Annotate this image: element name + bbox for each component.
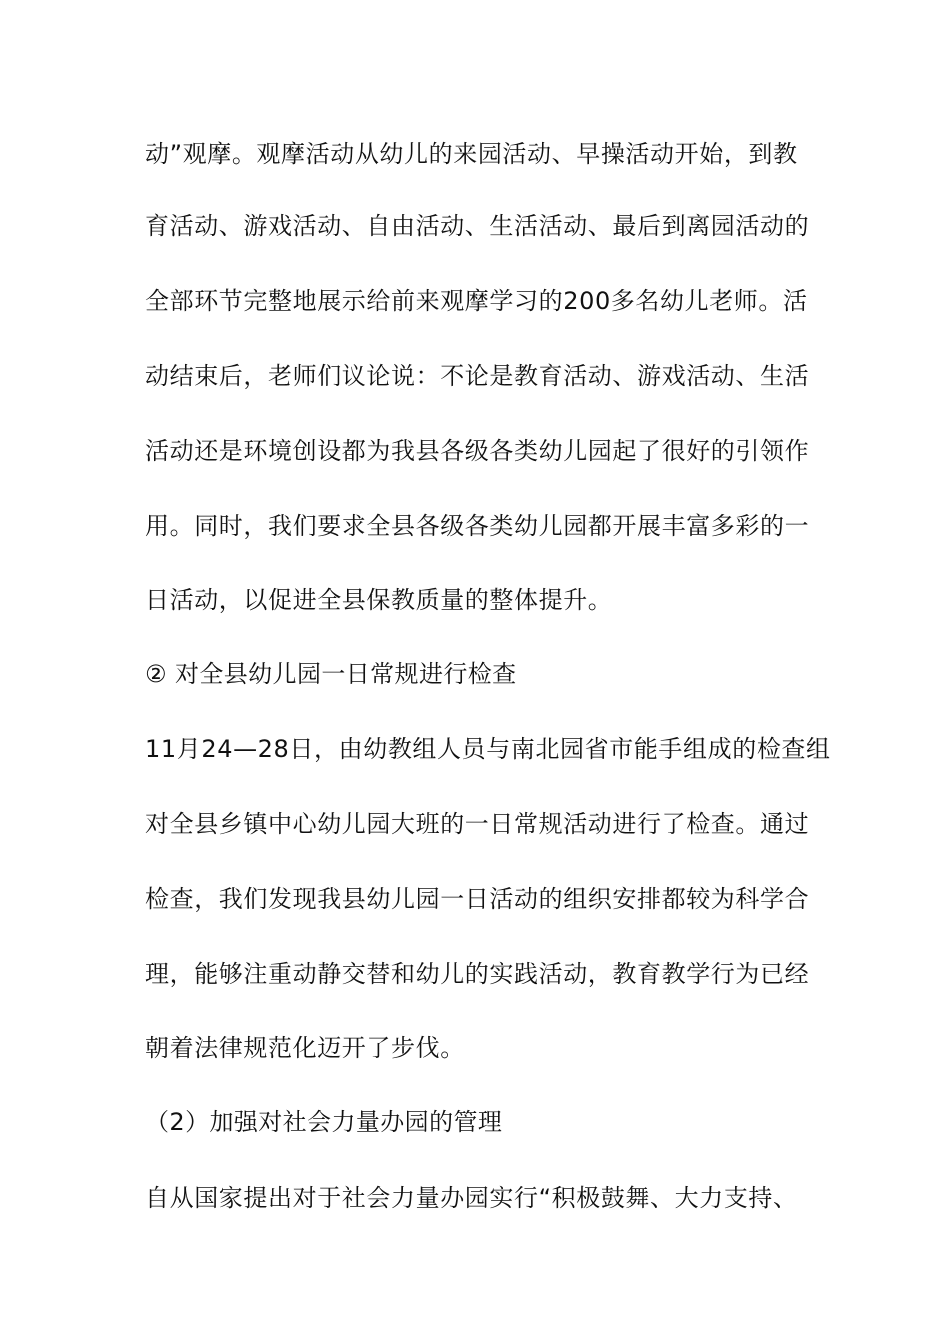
- paragraph-line: 自从国家提出对于社会力量办园实行“积极鼓舞、大力支持、: [145, 1184, 798, 1212]
- paragraph-line: 11月24—28日，由幼教组人员与南北园省市能手组成的检查组: [145, 735, 831, 763]
- paragraph-line: 育活动、游戏活动、自由活动、生活活动、最后到离园活动的: [145, 212, 810, 240]
- section-heading: （2）加强对社会力量办园的管理: [145, 1108, 503, 1136]
- paragraph-line: 全部环节完整地展示给前来观摩学习的200多名幼儿老师。活: [145, 287, 808, 315]
- paragraph-line: 理，能够注重动静交替和幼儿的实践活动，教育教学行为已经: [145, 960, 810, 988]
- paragraph-line: 对全县乡镇中心幼儿园大班的一日常规活动进行了检查。通过: [145, 810, 810, 838]
- paragraph-line: 日活动，以促进全县保教质量的整体提升。: [145, 586, 613, 614]
- paragraph-line: 检查，我们发现我县幼儿园一日活动的组织安排都较为科学合: [145, 885, 810, 913]
- section-heading: ② 对全县幼儿园一日常规进行检查: [145, 660, 517, 688]
- paragraph-line: 用。同时，我们要求全县各级各类幼儿园都开展丰富多彩的一: [145, 512, 810, 540]
- paragraph-line: 动结束后，老师们议论说：不论是教育活动、游戏活动、生活: [145, 362, 810, 390]
- paragraph-line: 朝着法律规范化迈开了步伐。: [145, 1034, 465, 1062]
- paragraph-line: 动”观摩。观摩活动从幼儿的来园活动、早操活动开始，到教: [145, 140, 798, 168]
- paragraph-line: 活动还是环境创设都为我县各级各类幼儿园起了很好的引领作: [145, 437, 810, 465]
